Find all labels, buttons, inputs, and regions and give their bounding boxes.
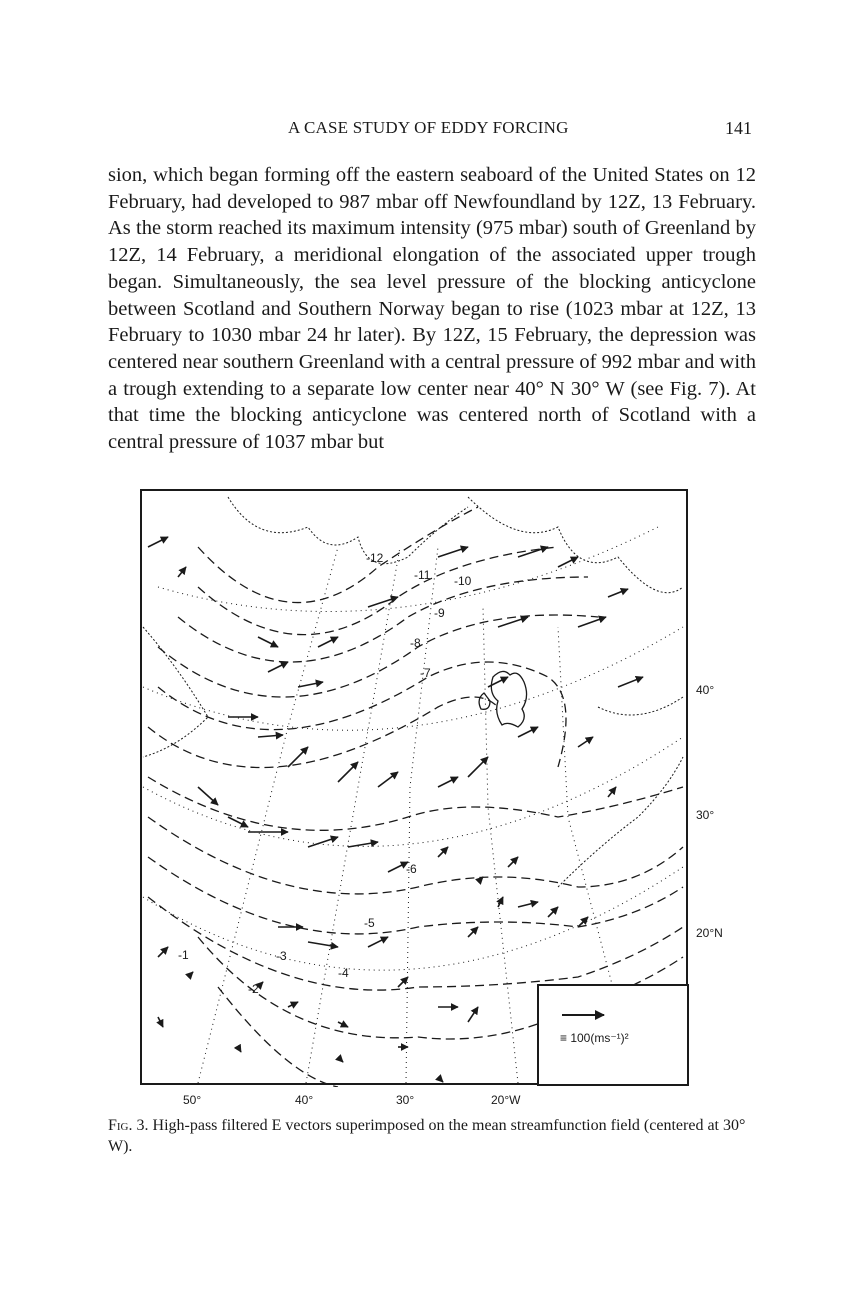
- longitude-label-40: 40°: [295, 1093, 314, 1107]
- e-vector-arrow: [338, 762, 358, 782]
- parallel-lines: [143, 527, 683, 970]
- e-vector-arrow: [338, 1022, 348, 1027]
- latitude-label-30: 30°: [696, 808, 715, 822]
- contour-label: -3: [276, 949, 287, 963]
- e-vector-arrow: [398, 977, 408, 987]
- e-vector-arrow: [468, 927, 478, 937]
- contour-label: -11: [414, 568, 431, 582]
- e-vector-arrow: [178, 567, 186, 577]
- e-vector-arrow: [298, 682, 323, 687]
- coastlines: [143, 497, 683, 887]
- e-vector-arrow: [388, 862, 408, 872]
- contour-label: -1: [178, 948, 189, 962]
- running-title: A CASE STUDY OF EDDY FORCING: [288, 118, 569, 137]
- latitude-label-40: 40°: [696, 683, 715, 697]
- e-vector-arrow: [268, 662, 288, 672]
- page-number: 141: [725, 118, 752, 138]
- contour-label: -8: [410, 636, 421, 650]
- e-vector-arrow: [498, 897, 503, 907]
- longitude-label-50: 50°: [183, 1093, 202, 1107]
- e-vector-arrow: [608, 787, 616, 797]
- e-vector-arrow: [258, 735, 283, 737]
- e-vector-arrow: [468, 1007, 478, 1022]
- e-vector-arrow: [438, 1077, 443, 1082]
- e-vector-arrow: [438, 847, 448, 857]
- streamfunction-map: [138, 487, 690, 1087]
- e-vector-arrow: [308, 942, 338, 947]
- e-vector-arrow: [508, 857, 518, 867]
- legend: [538, 985, 688, 1085]
- e-vector-arrow: [618, 677, 643, 687]
- contour-label: -5: [364, 916, 375, 930]
- e-vector-arrow: [148, 537, 168, 547]
- e-vector-arrow: [498, 617, 528, 627]
- figure-3: [138, 487, 690, 1087]
- e-vector-arrow: [518, 727, 538, 737]
- contour-label: -9: [434, 606, 445, 620]
- contour-label: -10: [454, 574, 472, 588]
- contour-label: -6: [406, 862, 417, 876]
- caption-text: High-pass filtered E vectors superimposed on the mean streamfunction field (centered at 30° W).: [108, 1117, 746, 1155]
- longitude-label-20w: 20°W: [491, 1093, 521, 1107]
- e-vector-arrow: [188, 972, 193, 977]
- e-vector-arrow: [488, 677, 508, 687]
- e-vector-arrow: [368, 597, 398, 607]
- e-vector-arrow: [468, 757, 488, 777]
- e-vector-arrow: [338, 1057, 343, 1062]
- e-vector-arrow: [378, 772, 398, 787]
- contour-label: -12: [366, 551, 384, 565]
- e-vector-arrow: [258, 982, 263, 987]
- e-vector-arrow: [368, 937, 388, 947]
- e-vector-arrow: [608, 589, 628, 597]
- contour-labels: [178, 551, 472, 996]
- e-vector-arrow: [288, 1002, 298, 1007]
- e-vector-arrow: [438, 547, 468, 557]
- running-header: [108, 118, 756, 146]
- body-text: [108, 162, 756, 456]
- e-vector-arrow: [318, 637, 338, 647]
- e-vector-arrow: [438, 777, 458, 787]
- contour-label: -7: [420, 666, 431, 680]
- e-vector-arrow: [518, 902, 538, 907]
- caption-label: Fig. 3.: [108, 1117, 149, 1134]
- e-vector-arrow: [578, 737, 593, 747]
- e-vector-arrow: [578, 617, 606, 627]
- contour-label: -4: [338, 966, 349, 980]
- legend-scale-text: ≡ 100(ms⁻¹)²: [560, 1031, 629, 1045]
- figure-caption: [108, 1115, 756, 1157]
- longitude-label-30: 30°: [396, 1093, 415, 1107]
- e-vector-arrow: [158, 947, 168, 957]
- e-vector-arrow: [258, 637, 278, 647]
- e-vector-arrow: [158, 1017, 163, 1027]
- e-vector-arrow: [548, 907, 558, 917]
- latitude-label-20n: 20°N: [696, 926, 723, 940]
- contour-label: -2: [248, 982, 259, 996]
- e-vector-arrow: [198, 787, 218, 805]
- e-vector-arrow: [558, 557, 578, 567]
- body-paragraph: sion, which began forming off the eastern seaboard of the United States on 12 February, had developed to 987 mbar off Newfoundland by 12Z, 13 February. As the storm reached its maximum intensity (975 mbar) south of Greenland by 12Z, 14 February, a meridional elongation of the associated upper trough began. Simultaneously, the sea level pressure of the blocking anticyclone between Scotland and Southern Norway began to rise (1023 mbar at 12Z, 13 February to 1030 mbar 24 hr later). By 12Z, 15 February, the depression was centered near southern Greenland with a central pressure of 992 mbar and with a trough extending to a separate low center near 40° N 30° W (see Fig. 7). At that time the blocking anticyclone was centered north of Scotland with a central pressure of 1037 mbar but: [108, 164, 756, 454]
- e-vector-arrow: [238, 1047, 241, 1052]
